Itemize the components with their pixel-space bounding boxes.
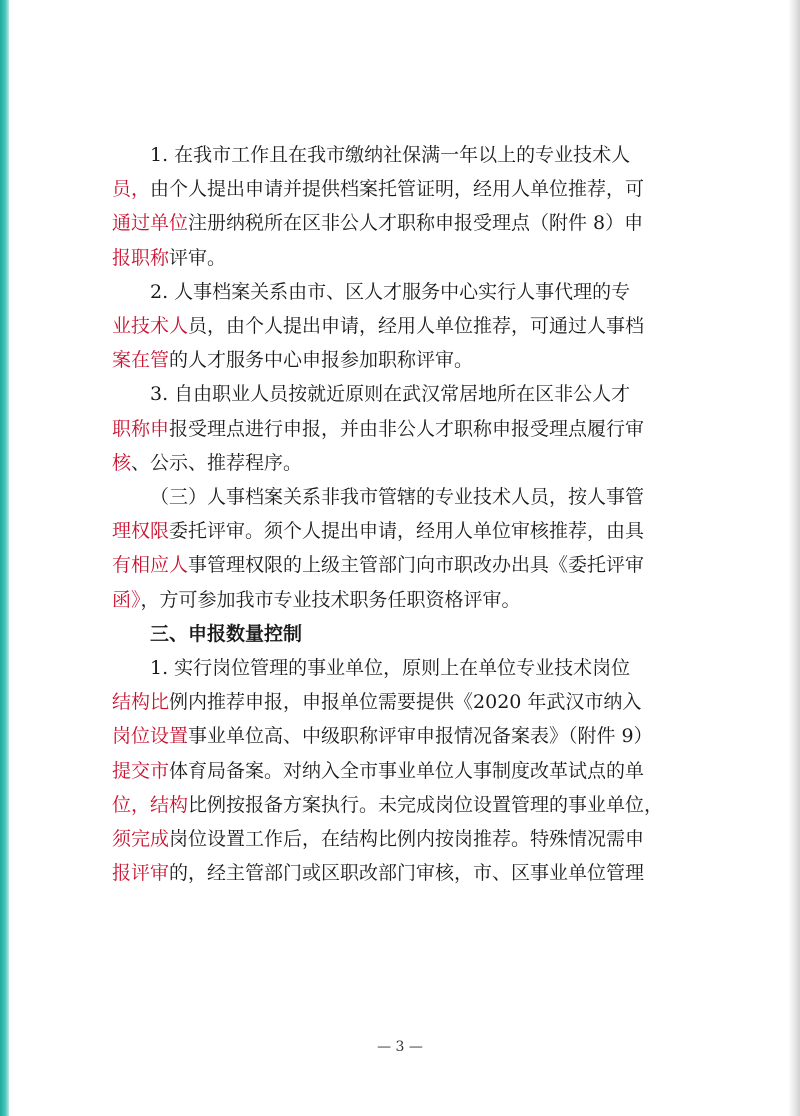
text-span: 岗位设置工作后，在结构比例内按岗推荐。特殊情况需申	[169, 828, 645, 851]
text-line	[112, 617, 717, 651]
highlighted-text: 提交市	[112, 759, 170, 782]
text-span: 由个人提出申请并提供档案托管证明，经用人单位推荐，可	[150, 178, 645, 201]
text-span: 1. 实行岗位管理的事业单位，原则上在单位专业技术岗位	[150, 657, 631, 680]
text-line	[112, 241, 717, 275]
paragraph	[112, 138, 717, 275]
highlighted-text: 核	[112, 451, 132, 474]
highlighted-text: 通过单位	[112, 212, 189, 235]
text-span: 例内推荐申报，申报单位需要提供《2020 年武汉市纳入	[169, 691, 642, 714]
text-span: 比例按报备方案执行。未完成岗位设置管理的事业单位，	[188, 793, 664, 816]
text-line	[112, 719, 717, 753]
text-line	[112, 138, 717, 172]
paragraph	[112, 275, 717, 378]
text-line	[112, 856, 717, 890]
highlighted-text: 位，结构	[112, 793, 189, 816]
text-span: 三、申报数量控制	[150, 622, 303, 645]
text-line	[112, 651, 717, 685]
highlighted-text: 函》	[112, 588, 141, 611]
text-span: 的，经主管部门或区职改部门审核，市、区事业单位管理	[169, 862, 645, 885]
text-span: 报受理点进行申报，并由非公人才职称申报受理点履行审	[169, 417, 645, 440]
text-line	[112, 377, 717, 411]
text-span: 事业单位高、中级职称评审申报情况备案表》（附件 9）	[188, 725, 653, 748]
highlighted-text: 须完成	[112, 828, 170, 851]
highlighted-text: 结构比	[112, 691, 170, 714]
text-line	[112, 822, 717, 856]
text-line	[112, 275, 717, 309]
text-span: 评审。	[169, 246, 227, 269]
text-line	[112, 788, 717, 822]
text-span: ，方可参加我市专业技术职务任职资格评审。	[140, 588, 521, 611]
text-span: 1. 在我市工作且在我市缴纳社保满一年以上的专业技术人	[150, 144, 631, 166]
text-line	[112, 343, 717, 377]
text-line	[112, 412, 717, 446]
text-line	[112, 480, 717, 514]
highlighted-text: 报评审	[112, 862, 170, 885]
left-teal-border	[0, 0, 9, 1116]
text-span: 的人才服务中心申报参加职称评审。	[169, 349, 474, 372]
text-span: 注册纳税所在区非公人才职称申报受理点（附件 8）申	[188, 212, 644, 235]
text-span: 事管理权限的上级主管部门向市职改办出具《委托评审	[188, 554, 645, 577]
paragraph	[112, 377, 717, 480]
text-line	[112, 172, 717, 206]
text-span: 、公示、推荐程序。	[131, 451, 303, 474]
highlighted-text: 职称申	[112, 417, 170, 440]
highlighted-text: 员，	[112, 178, 151, 201]
text-line	[112, 446, 717, 480]
right-scan-shadow	[788, 0, 800, 1116]
text-span: 3. 自由职业人员按就近原则在武汉常居地所在区非公人才	[150, 383, 631, 406]
text-line	[112, 548, 717, 582]
text-span: （三）人事档案关系非我市管辖的专业技术人员，按人事管	[150, 486, 645, 509]
text-line	[112, 309, 717, 343]
text-span: 体育局备案。对纳入全市事业单位人事制度改革试点的单	[169, 759, 645, 782]
text-line	[112, 206, 717, 240]
text-span: 2. 人事档案关系由市、区人才服务中心实行人事代理的专	[150, 280, 631, 303]
paragraph	[112, 480, 717, 617]
section-heading	[112, 617, 717, 651]
text-line	[112, 514, 717, 548]
text-span: 委托评审。须个人提出申请，经用人单位审核推荐，由具	[169, 520, 645, 543]
paragraph	[112, 651, 717, 890]
highlighted-text: 业技术人	[112, 315, 189, 338]
text-span: 员，由个人提出申请，经用人单位推荐，可通过人事档	[188, 315, 645, 338]
text-line	[112, 754, 717, 788]
page-number: — 3 —	[377, 1039, 423, 1055]
highlighted-text: 案在管	[112, 349, 170, 372]
document-body	[112, 138, 717, 890]
highlighted-text: 有相应人	[112, 554, 189, 577]
highlighted-text: 岗位设置	[112, 725, 189, 748]
highlighted-text: 报职称	[112, 246, 170, 269]
highlighted-text: 理权限	[112, 520, 170, 543]
text-line	[112, 685, 717, 719]
text-line	[112, 583, 717, 617]
